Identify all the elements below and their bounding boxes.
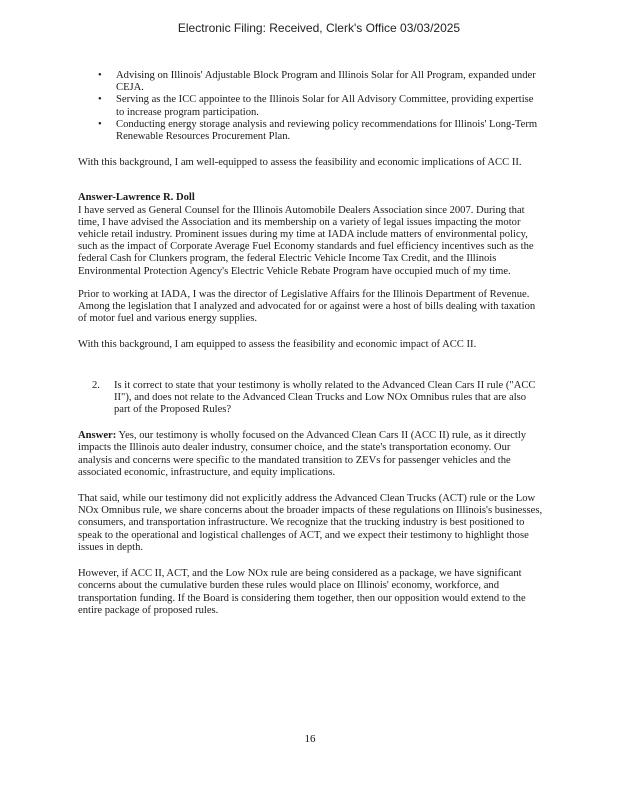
page-number: 16 <box>304 733 316 745</box>
filing-stamp: Electronic Filing: Received, Clerk's Office 03/03/2025 <box>177 21 461 35</box>
bullet-icon: • <box>98 70 102 81</box>
list-item: • Advising on Illinois' Adjustable Block Program and Illinois Solar for All Program, expanded under CEJA. <box>98 70 536 94</box>
answer-label: Answer: <box>78 430 117 442</box>
list-item: • Conducting energy storage analysis and reviewing policy recommendations for Illinois' Long-Term Renewable Resources Procurement Plan. <box>98 118 538 143</box>
answer-paragraph-2: That said, while our testimony did not explicitly address the Advanced Clean Trucks (ACT) rule or the Low NOx Omnibus rule, we share concerns about the broader impacts of these regulations on Illinois's businesses, consumers, and transportation infrastructure. We recognize that the trucking industry is best positioned to speak to the operational and logistical challenges of ACT, and we expect their testimony to highlight those issues in depth. <box>78 493 543 553</box>
question-text: Is it correct to state that your testimony is wholly related to the Advanced Clean Cars II rule ("ACC II"), and does not relate to the Advanced Clean Trucks and Low NOx Omnibus rules that are also part of the Proposed Rules? <box>114 379 536 416</box>
document-body <box>78 70 544 617</box>
answer-doll-heading: Answer-Lawrence R. Doll <box>78 192 195 204</box>
bullet-icon: • <box>98 94 102 106</box>
question-number: 2. <box>92 379 100 391</box>
qualification-list <box>78 70 544 143</box>
background-paragraph: With this background, I am well-equipped to assess the feasibility and economic implications of ACC II. <box>78 157 522 169</box>
doll-paragraph-3: With this background, I am equipped to assess the feasibility and economic impact of ACC II. <box>78 339 477 351</box>
answer-paragraph-3: However, if ACC II, ACT, and the Low NOx rule are being considered as a package, we have significant concerns about the cumulative burden these rules would place on Illinois' economy, workforce, and transportation funding. If the Board is considering them together, then our opposition would extend to the entire package of proposed rules. <box>78 568 526 616</box>
doll-paragraph-1: I have served as General Counsel for the Illinois Automobile Dealers Association since 2007. During that time, I have advised the Association and its membership on a variety of legal issues impacting the motor vehicle retail industry. Prominent issues during my time at IADA include matters of environmental policy, such as the impact of Corporate Average Fuel Economy standards and fuel efficiency incentives such as the federal Cash for Clunkers program, the federal Electric Vehicle Income Tax Credit, and the Illinois Environmental Protection Agency's Electric Vehicle Rebate Program have occupied much of my time. <box>78 204 534 277</box>
answer-paragraph-1: Answer: Yes, our testimony is wholly focused on the Advanced Clean Cars II (ACC II) rule, as it directly impacts the Illinois auto dealer industry, consumer choice, and the state's transportation economy. Our analysis and concerns were specific to the mandated transition to ZEVs for passenger vehicles and the associated economic, infrastructure, and equity implications. <box>78 430 527 478</box>
doll-paragraph-2: Prior to working at IADA, I was the director of Legislative Affairs for the Illinois Department of Revenue. Among the legislation that I analyzed and advocated for or against were a host of bills dealing with taxation of motor fuel and various energy supplies. <box>78 288 536 325</box>
question-2 <box>78 380 544 417</box>
bullet-icon: • <box>98 118 102 130</box>
list-item: • Serving as the ICC appointee to the Illinois Solar for All Advisory Committee, providing expertise to increase program participation. <box>98 94 534 118</box>
